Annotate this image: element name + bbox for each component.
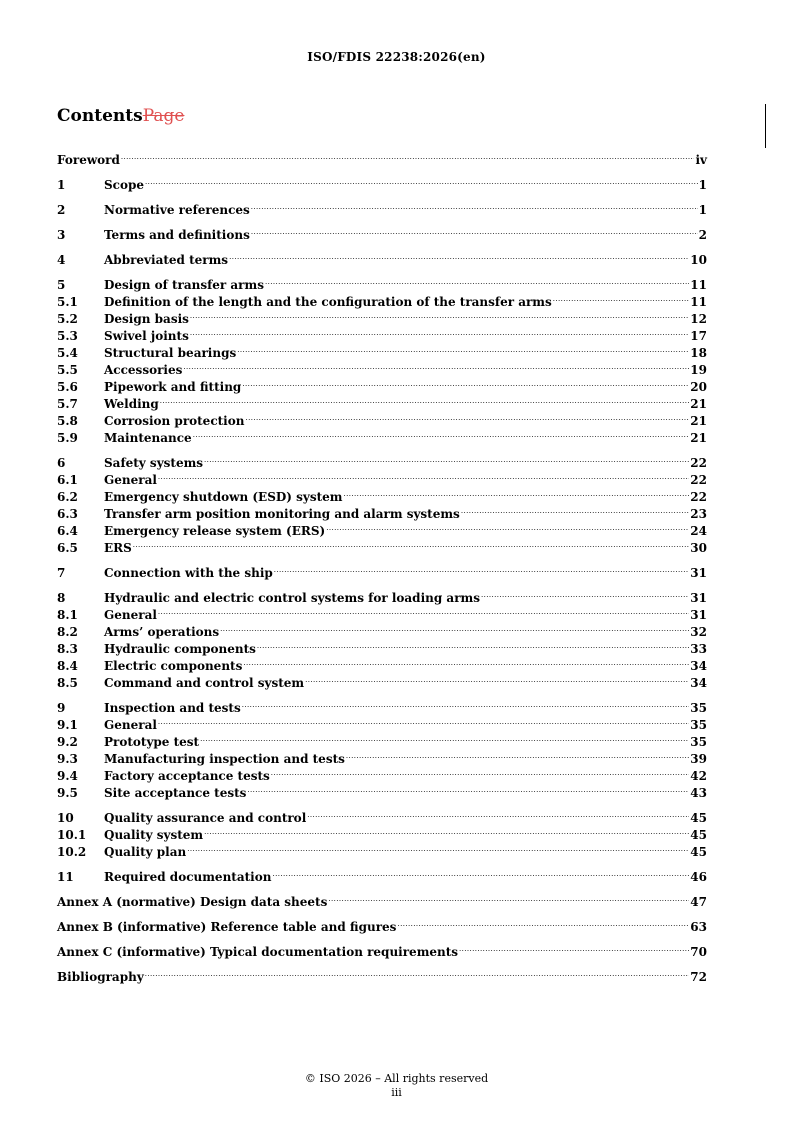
toc-entry-number: 2	[57, 203, 66, 217]
toc-entry-title: Accessories	[104, 363, 183, 377]
toc-dot-leader	[145, 172, 698, 189]
toc-entry-page: 45	[690, 828, 707, 842]
toc-group	[57, 585, 707, 690]
toc-entry-number: 8.3	[57, 642, 78, 656]
toc-entry-title: Scope	[104, 178, 145, 192]
page-number: iii	[391, 1086, 402, 1099]
toc-dot-leader	[274, 560, 690, 577]
toc-dot-leader	[121, 147, 695, 164]
toc-entry-number: 8.4	[57, 659, 78, 673]
toc-entry-number: 9.4	[57, 769, 78, 783]
toc-entry-title: Connection with the ship	[104, 566, 273, 580]
toc-entry-title: General	[104, 608, 157, 622]
toc-entry-title: Quality assurance and control	[104, 811, 307, 825]
toc-entry[interactable]	[57, 247, 707, 267]
contents-heading	[57, 106, 184, 126]
toc-entry-page: 10	[690, 253, 707, 267]
toc-entry-title: Maintenance	[104, 431, 192, 445]
toc-entry-page: 43	[690, 786, 707, 800]
toc-entry-title: Welding	[104, 397, 159, 411]
toc-dot-leader	[242, 695, 690, 712]
toc-dot-leader	[190, 306, 689, 323]
toc-entry-title: General	[104, 473, 157, 487]
toc-entry-page: 17	[690, 329, 707, 343]
toc-entry-number: 5.5	[57, 363, 78, 377]
toc-entry-title: Quality plan	[104, 845, 187, 859]
toc-entry-title: Definition of the length and the configuration of the transfer arms	[104, 295, 552, 309]
toc-entry-page: 21	[690, 397, 707, 411]
toc-entry-page: 19	[690, 363, 707, 377]
toc-entry[interactable]	[57, 172, 707, 192]
toc-entry-title: Annex B (informative) Reference table and figures	[57, 920, 397, 934]
toc-entry-page: 35	[690, 718, 707, 732]
toc-entry-number: 9.2	[57, 735, 78, 749]
toc-group	[57, 247, 707, 267]
toc-entry-number: 5.9	[57, 431, 78, 445]
toc-entry-number: 5.8	[57, 414, 78, 428]
toc-entry-page: 46	[690, 870, 707, 884]
toc-entry-title: Inspection and tests	[104, 701, 241, 715]
toc-entry-page: 35	[690, 735, 707, 749]
toc-group	[57, 914, 707, 934]
toc-dot-leader	[397, 914, 689, 931]
toc-dot-leader	[245, 408, 689, 425]
table-of-contents	[57, 147, 707, 989]
toc-entry[interactable]	[57, 864, 707, 884]
toc-dot-leader	[271, 763, 690, 780]
toc-group	[57, 964, 707, 984]
toc-entry[interactable]	[57, 535, 707, 555]
toc-entry-page: 70	[690, 945, 707, 959]
toc-entry-number: 5.2	[57, 312, 78, 326]
toc-entry-page: 12	[690, 312, 707, 326]
toc-entry-page: 1	[698, 178, 707, 192]
toc-entry-number: 7	[57, 566, 66, 580]
toc-entry-page: 32	[690, 625, 707, 639]
toc-entry-page: 72	[690, 970, 707, 984]
toc-group	[57, 197, 707, 217]
toc-group	[57, 147, 707, 167]
toc-dot-leader	[145, 964, 690, 981]
toc-entry-title: Manufacturing inspection and tests	[104, 752, 345, 766]
toc-entry-page: 34	[690, 659, 707, 673]
toc-dot-leader	[220, 619, 689, 636]
toc-entry-title: General	[104, 718, 157, 732]
toc-entry-number: 5	[57, 278, 66, 292]
toc-group	[57, 864, 707, 884]
toc-group	[57, 450, 707, 555]
toc-entry-number: 5.4	[57, 346, 78, 360]
toc-entry-page: 24	[690, 524, 707, 538]
page-footer	[0, 1072, 793, 1100]
toc-entry-title: Required documentation	[104, 870, 272, 884]
toc-dot-leader	[133, 535, 690, 552]
toc-entry-page: 30	[690, 541, 707, 555]
toc-entry-number: 4	[57, 253, 66, 267]
toc-dot-leader	[183, 357, 689, 374]
deleted-page-label: Page	[142, 106, 185, 126]
toc-entry-title: Design of transfer arms	[104, 278, 264, 292]
toc-entry-page: 22	[690, 456, 707, 470]
toc-entry-title: Normative references	[104, 203, 250, 217]
toc-dot-leader	[307, 805, 689, 822]
toc-entry-page: 42	[690, 769, 707, 783]
toc-entry-page: 2	[698, 228, 707, 242]
toc-entry-title: Foreword	[57, 153, 120, 167]
toc-entry-page: 22	[690, 490, 707, 504]
toc-dot-leader	[481, 585, 689, 602]
toc-entry-number: 6.2	[57, 490, 78, 504]
toc-entry-page: 21	[690, 431, 707, 445]
toc-entry-number: 6.3	[57, 507, 78, 521]
toc-entry-title: Command and control system	[104, 676, 305, 690]
toc-dot-leader	[326, 518, 689, 535]
toc-group	[57, 805, 707, 859]
toc-entry-page: 35	[690, 701, 707, 715]
toc-group	[57, 222, 707, 242]
toc-entry-number: 6.4	[57, 524, 78, 538]
toc-entry-title: Hydraulic and electric control systems for loading arms	[104, 591, 480, 605]
toc-entry-title: Quality system	[104, 828, 204, 842]
toc-dot-leader	[160, 391, 690, 408]
toc-dot-leader	[305, 670, 689, 687]
toc-entry-title: Safety systems	[104, 456, 204, 470]
toc-entry-number: 3	[57, 228, 66, 242]
toc-dot-leader	[158, 712, 689, 729]
toc-entry[interactable]	[57, 450, 707, 470]
toc-entry-title: Emergency release system (ERS)	[104, 524, 326, 538]
toc-entry-page: 45	[690, 845, 707, 859]
toc-dot-leader	[459, 939, 689, 956]
toc-dot-leader	[242, 374, 689, 391]
toc-entry[interactable]	[57, 222, 707, 242]
toc-entry-number: 8.2	[57, 625, 78, 639]
toc-group	[57, 560, 707, 580]
toc-entry-title: Annex C (informative) Typical documentation requirements	[57, 945, 459, 959]
document-id-header: ISO/FDIS 22238:2026(en)	[307, 50, 486, 64]
toc-entry[interactable]	[57, 939, 707, 959]
toc-dot-leader	[229, 247, 689, 264]
toc-dot-leader	[158, 602, 689, 619]
toc-entry-page: 47	[690, 895, 707, 909]
toc-entry[interactable]	[57, 147, 707, 167]
toc-entry-page: 18	[690, 346, 707, 360]
toc-entry-title: Factory acceptance tests	[104, 769, 270, 783]
toc-dot-leader	[237, 340, 689, 357]
toc-entry-number: 9.3	[57, 752, 78, 766]
toc-entry[interactable]	[57, 197, 707, 217]
toc-entry-page: 63	[690, 920, 707, 934]
toc-entry-page: 31	[690, 608, 707, 622]
toc-entry-number: 8.1	[57, 608, 78, 622]
toc-dot-leader	[553, 289, 690, 306]
contents-title: Contents	[57, 106, 143, 126]
toc-entry-number: 5.3	[57, 329, 78, 343]
toc-entry-page: 31	[690, 591, 707, 605]
toc-dot-leader	[243, 653, 689, 670]
toc-entry-title: Corrosion protection	[104, 414, 245, 428]
toc-entry[interactable]	[57, 805, 707, 825]
toc-entry[interactable]	[57, 695, 707, 715]
toc-dot-leader	[158, 467, 689, 484]
toc-entry-title: Prototype test	[104, 735, 200, 749]
toc-entry-number: 6	[57, 456, 66, 470]
toc-entry-title: Electric components	[104, 659, 243, 673]
toc-entry-page: 20	[690, 380, 707, 394]
toc-group	[57, 272, 707, 445]
toc-entry-number: 6.1	[57, 473, 78, 487]
toc-dot-leader	[247, 780, 689, 797]
toc-entry-page: 11	[690, 278, 707, 292]
toc-dot-leader	[461, 501, 689, 518]
toc-dot-leader	[193, 425, 690, 442]
toc-dot-leader	[265, 272, 689, 289]
toc-dot-leader	[344, 484, 690, 501]
toc-entry-page: 22	[690, 473, 707, 487]
toc-entry[interactable]	[57, 889, 707, 909]
toc-dot-leader	[272, 864, 689, 881]
toc-entry-page: 31	[690, 566, 707, 580]
toc-dot-leader	[187, 839, 689, 856]
toc-dot-leader	[200, 729, 689, 746]
toc-dot-leader	[257, 636, 689, 653]
toc-dot-leader	[190, 323, 689, 340]
toc-dot-leader	[328, 889, 689, 906]
toc-entry-title: Design basis	[104, 312, 189, 326]
toc-entry-number: 9	[57, 701, 66, 715]
toc-entry-title: Abbreviated terms	[104, 253, 229, 267]
toc-dot-leader	[251, 222, 698, 239]
toc-group	[57, 939, 707, 959]
toc-entry-number: 10.1	[57, 828, 87, 842]
toc-dot-leader	[346, 746, 689, 763]
toc-entry-number: 9.1	[57, 718, 78, 732]
toc-entry-number: 9.5	[57, 786, 78, 800]
toc-entry-title: Pipework and fitting	[104, 380, 242, 394]
toc-entry-title: Transfer arm position monitoring and alarm systems	[104, 507, 460, 521]
copyright-notice: © ISO 2026 – All rights reserved	[304, 1072, 489, 1085]
toc-entry-title: Arms’ operations	[104, 625, 220, 639]
toc-entry-page: 1	[698, 203, 707, 217]
toc-entry-title: Annex A (normative) Design data sheets	[57, 895, 328, 909]
toc-entry-number: 11	[57, 870, 74, 884]
toc-group	[57, 695, 707, 800]
toc-entry-title: Hydraulic components	[104, 642, 256, 656]
toc-entry-page: 39	[690, 752, 707, 766]
toc-entry-number: 10.2	[57, 845, 87, 859]
toc-entry-page: 45	[690, 811, 707, 825]
toc-entry[interactable]	[57, 914, 707, 934]
toc-group	[57, 172, 707, 192]
toc-entry-title: Swivel joints	[104, 329, 189, 343]
toc-entry-title: Emergency shutdown (ESD) system	[104, 490, 343, 504]
toc-entry[interactable]	[57, 560, 707, 580]
toc-entry-number: 1	[57, 178, 66, 192]
toc-entry-page: 21	[690, 414, 707, 428]
toc-entry-page: 34	[690, 676, 707, 690]
toc-entry[interactable]	[57, 272, 707, 292]
toc-entry-number: 5.7	[57, 397, 78, 411]
toc-entry-number: 5.1	[57, 295, 78, 309]
toc-entry-page: 23	[690, 507, 707, 521]
toc-entry-number: 8.5	[57, 676, 78, 690]
toc-entry-page: 33	[690, 642, 707, 656]
toc-group	[57, 889, 707, 909]
toc-entry-page: iv	[695, 153, 707, 167]
toc-entry-title: Structural bearings	[104, 346, 237, 360]
toc-dot-leader	[204, 822, 689, 839]
toc-entry[interactable]	[57, 585, 707, 605]
toc-dot-leader	[204, 450, 689, 467]
toc-entry-number: 10	[57, 811, 74, 825]
revision-change-bar	[765, 104, 766, 148]
toc-entry-number: 5.6	[57, 380, 78, 394]
toc-entry-title: Bibliography	[57, 970, 144, 984]
toc-entry-number: 8	[57, 591, 66, 605]
toc-entry-page: 11	[690, 295, 707, 309]
toc-entry-title: ERS	[104, 541, 132, 555]
toc-entry-title: Terms and definitions	[104, 228, 250, 242]
toc-entry[interactable]	[57, 964, 707, 984]
toc-dot-leader	[251, 197, 698, 214]
toc-entry-title: Site acceptance tests	[104, 786, 247, 800]
toc-entry-number: 6.5	[57, 541, 78, 555]
